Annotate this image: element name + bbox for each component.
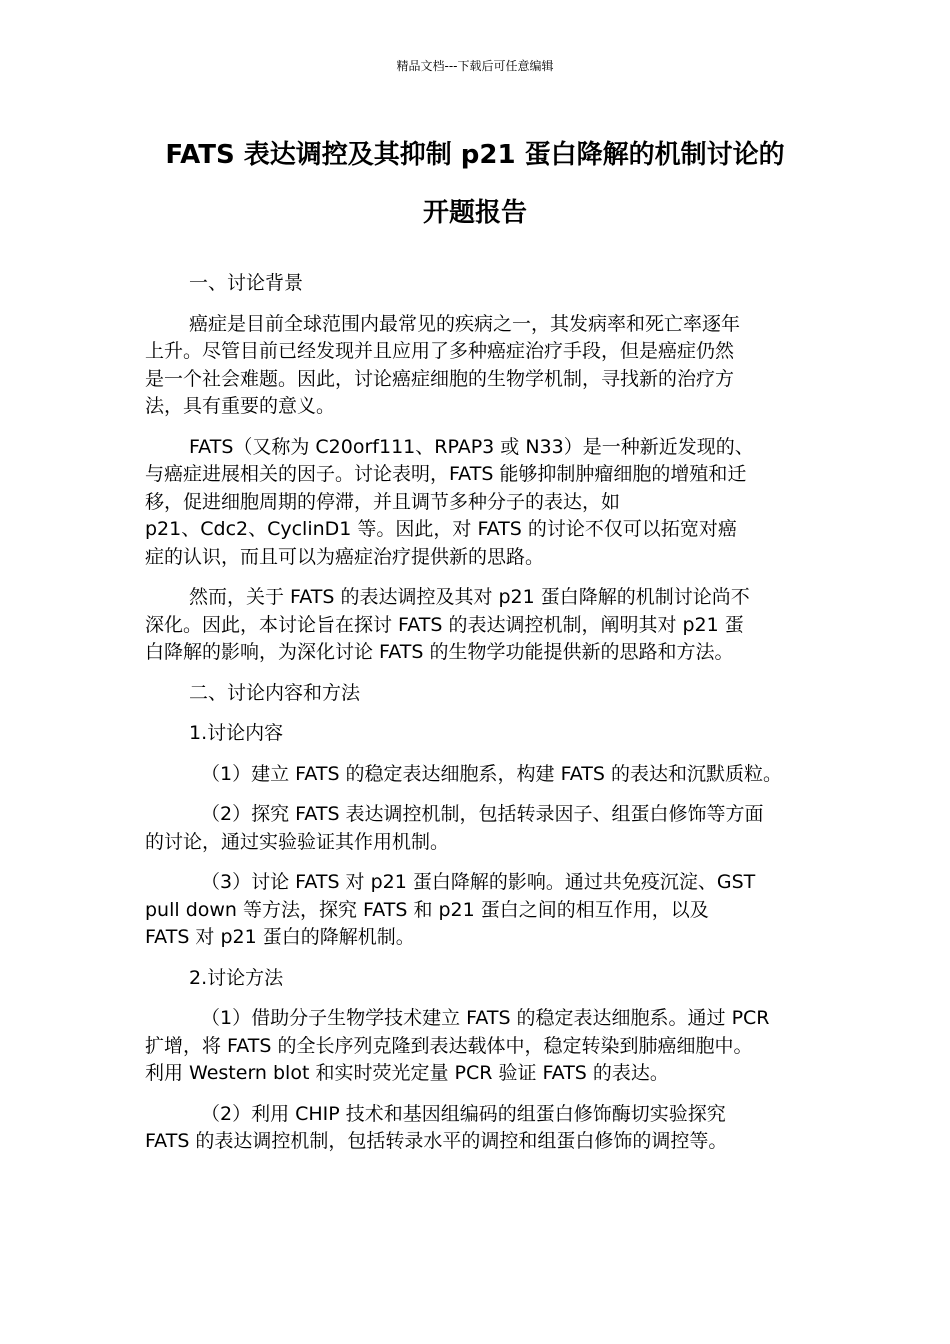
paragraph-line: 二、讨论内容和方法 [189,681,361,704]
paragraph-line: 深化。因此，本讨论旨在探讨 FATS 的表达调控机制，阐明其对 p21 蛋 [145,613,744,636]
paragraph-line: 是一个社会难题。因此，讨论癌症细胞的生物学机制，寻找新的治疗方 [145,367,735,390]
paragraph-line: （2）探究 FATS 表达调控机制，包括转录因子、组蛋白修饰等方面 [201,803,764,825]
document-title-line-2: 开题报告 [422,198,527,228]
document-body [145,270,810,1169]
paragraph-line: 癌症是目前全球范围内最常见的疾病之一，其发病率和死亡率逐年 [189,312,741,335]
paragraph-line: 扩增，将 FATS 的全长序列克隆到表达载体中，稳定转染到肺癌细胞中。 [145,1034,753,1057]
paragraph-line: FATS 的表达调控机制，包括转录水平的调控和组蛋白修饰的调控等。 [145,1130,728,1152]
paragraph-line: 利用 Western blot 和实时荧光定量 PCR 验证 FATS 的表达。 [145,1062,669,1084]
paragraph-line: （3）讨论 FATS 对 p21 蛋白降解的影响。通过共免疫沉淀、GST [201,871,756,893]
paragraph-line: （1）建立 FATS 的稳定表达细胞系，构建 FATS 的表达和沉默质粒。 [201,762,782,785]
paragraph [145,434,810,572]
page-header: 精品文档---下载后可任意编辑 [396,59,554,73]
paragraph-line: 一、讨论背景 [189,272,304,294]
paragraph-line: （2）利用 CHIP 技术和基因组编码的组蛋白修饰酶切实验探究 [201,1102,726,1125]
paragraph-line: pull down 等方法，探究 FATS 和 p21 蛋白之间的相互作用，以及 [145,898,709,921]
paragraph-line: FATS（又称为 C20orf111、RPAP3 或 N33）是一种新近发现的、 [189,435,754,458]
paragraph [145,1101,810,1156]
paragraph-line: 法，具有重要的意义。 [145,395,336,417]
paragraph-line: 白降解的影响，为深化讨论 FATS 的生物学功能提供新的思路和方法。 [145,641,734,663]
paragraph-line: p21、Cdc2、CyclinD1 等。因此，对 FATS 的讨论不仅可以拓宽对癌 [145,518,737,540]
paragraph-line: 与癌症进展相关的因子。讨论表明，FATS 能够抑制肿瘤细胞的增殖和迁 [145,463,747,485]
paragraph-line: 然而，关于 FATS 的表达调控及其对 p21 蛋白降解的机制讨论尚不 [189,586,750,608]
paragraph-line: 1.讨论内容 [189,722,284,744]
paragraph-line: 2.讨论方法 [189,966,284,989]
paragraph-line: 症的认识，而且可以为癌症治疗提供新的思路。 [145,545,545,568]
paragraph [145,270,810,298]
paragraph-line: FATS 对 p21 蛋白的降解机制。 [145,926,415,948]
paragraph [145,584,810,667]
paragraph [145,965,810,993]
paragraph [145,720,810,748]
paragraph-line: 移，促进细胞周期的停滞，并且调节多种分子的表达，如 [145,490,621,513]
paragraph [145,680,810,708]
paragraph-line: 的讨论，通过实验验证其作用机制。 [145,830,450,853]
paragraph [145,801,810,856]
paragraph-line: 上升。尽管目前已经发现并且应用了多种癌症治疗手段，但是癌症仍然 [145,340,735,362]
paragraph [145,761,810,789]
paragraph [145,311,810,421]
document-title-line-1: FATS 表达调控及其抑制 p21 蛋白降解的机制讨论的 [165,140,785,170]
paragraph [145,1005,810,1088]
paragraph [145,869,810,952]
paragraph-line: （1）借助分子生物学技术建立 FATS 的稳定表达细胞系。通过 PCR [201,1007,770,1029]
